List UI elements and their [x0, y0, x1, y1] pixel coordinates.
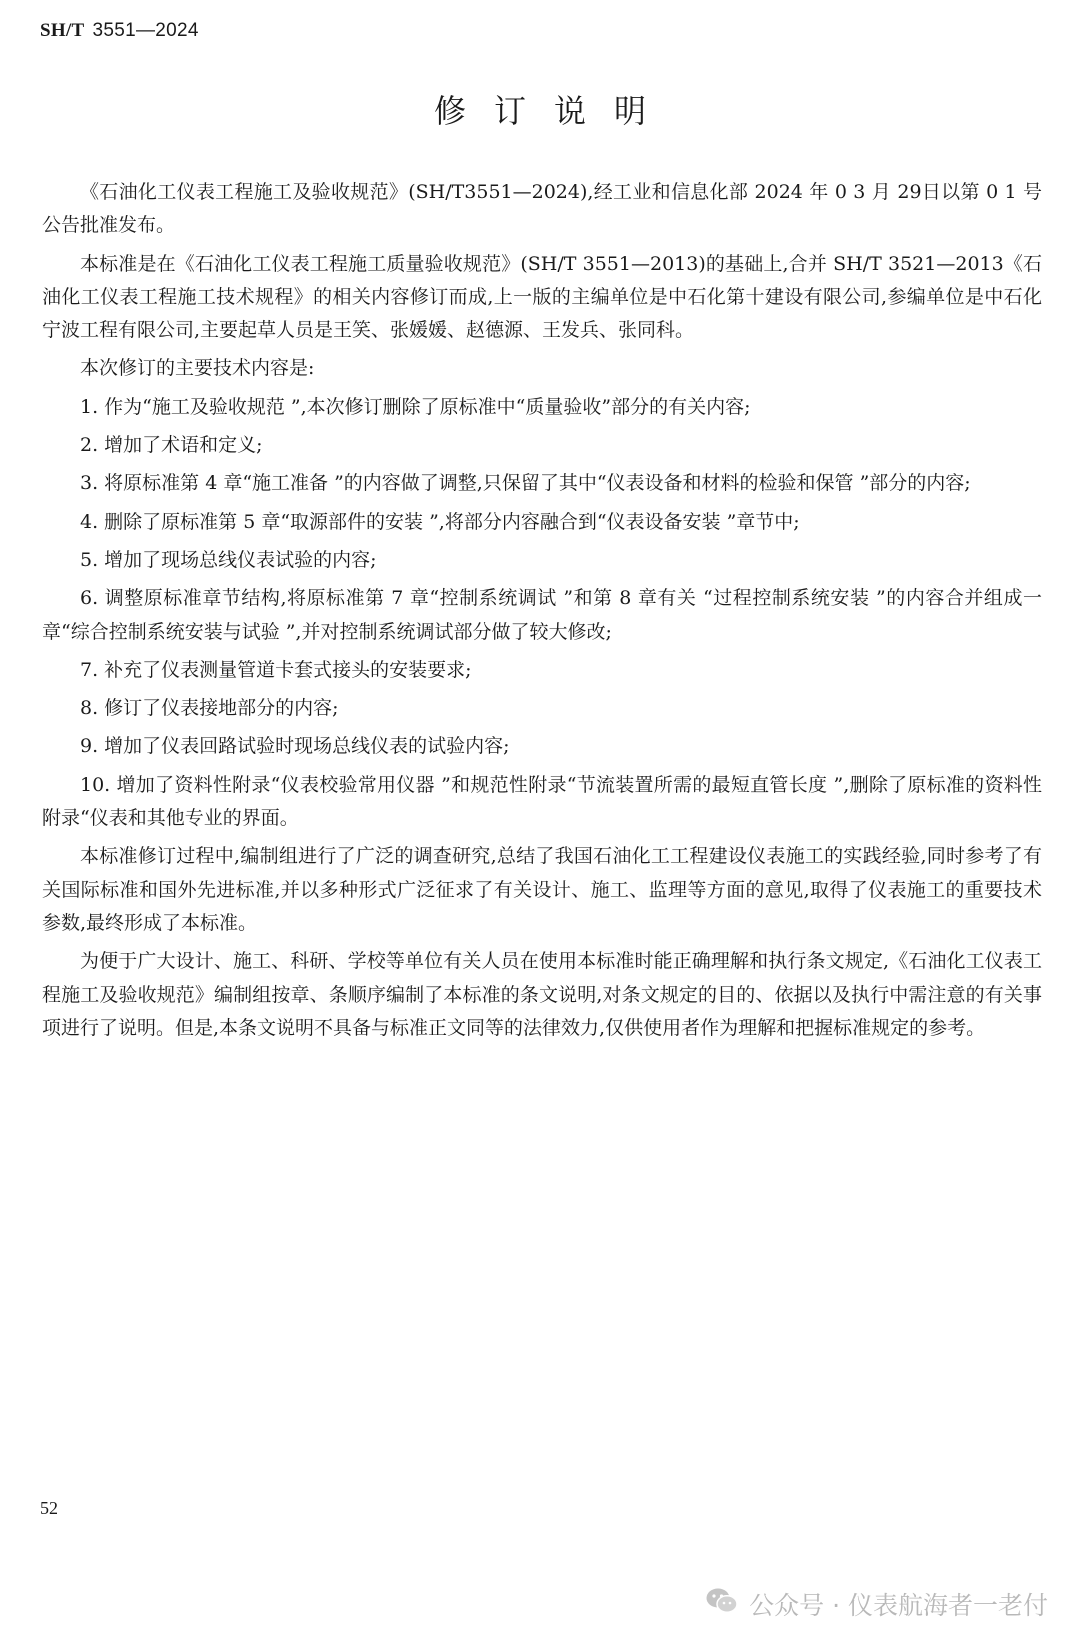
list-item: 2. 增加了术语和定义;	[80, 434, 263, 457]
standard-code: SH/T	[40, 20, 85, 41]
paragraph-intro: 《石油化工仪表工程施工及验收规范》(SH/T3551—2024),经工业和信息化部 2024 年 0 3 月 29日以第 0 1 号公告批准发布。	[42, 181, 1042, 237]
document-body	[42, 176, 1042, 1050]
list-item: 1. 作为“施工及验收规范 ”,本次修订删除了原标准中“质量验收”部分的有关内容;	[80, 395, 751, 418]
list-item: 4. 删除了原标准第 5 章“取源部件的安装 ”,将部分内容融合到“仪表设备安装 ”章节中;	[80, 510, 800, 533]
list-item: 8. 修订了仪表接地部分的内容;	[80, 697, 339, 720]
watermark	[705, 1586, 1048, 1622]
document-header	[40, 20, 199, 42]
wechat-icon	[705, 1586, 749, 1622]
page-number: 52	[40, 1498, 58, 1518]
list-item: 9. 增加了仪表回路试验时现场总线仪表的试验内容;	[80, 735, 510, 758]
list-item: 3. 将原标准第 4 章“施工准备 ”的内容做了调整,只保留了其中“仪表设备和材料的检验和保管 ”部分的内容;	[80, 472, 971, 495]
list-item: 7. 补充了仪表测量管道卡套式接头的安装要求;	[80, 658, 472, 681]
paragraph-background: 本标准是在《石油化工仪表工程施工质量验收规范》(SH/T 3551—2013)的基础上,合并 SH/T 3521—2013《石油化工仪表工程施工技术规程》的相关内容修订而成,上一版的主编单位是中石化第十建设有限公司,参编单位是中石化宁波工程有限公司,主要起草人员是王笑、张媛媛、赵德源、王发兵、张同科。	[42, 252, 1042, 342]
paragraph-revision-process: 本标准修订过程中,编制组进行了广泛的调查研究,总结了我国石油化工工程建设仪表施工的实践经验,同时参考了有关国际标准和国外先进标准,并以多种形式广泛征求了有关设计、施工、监理等方面的意见,取得了仪表施工的重要技术参数,最终形成了本标准。	[42, 845, 1042, 934]
list-item: 5. 增加了现场总线仪表试验的内容;	[80, 548, 377, 571]
watermark-text: 公众号 · 仪表航海者一老付	[749, 1591, 1048, 1620]
list-item: 6. 调整原标准章节结构,将原标准第 7 章“控制系统调试 ”和第 8 章有关 “过程控制系统安装 ”的内容合并组成一章“综合控制系统安装与试验 ”,并对控制系统调试部分做了较大修改;	[42, 587, 1042, 643]
paragraph-list-heading: 本次修订的主要技术内容是:	[80, 357, 315, 380]
page-title: 修订说明	[433, 92, 674, 130]
paragraph-explanation-note: 为便于广大设计、施工、科研、学校等单位有关人员在使用本标准时能正确理解和执行条文规定,《石油化工仪表工程施工及验收规范》编制组按章、条顺序编制了本标准的条文说明,对条文规定的目的、依据以及执行中需注意的有关事项进行了说明。但是,本条文说明不具备与标准正文同等的法律效力,仅供使用者作为理解和把握标准规定的参考。	[42, 950, 1042, 1039]
list-item: 10. 增加了资料性附录“仪表校验常用仪器 ”和规范性附录“节流装置所需的最短直管长度 ”,删除了原标准的资料性附录“仪表和其他专业的界面。	[42, 773, 1042, 830]
standard-number: 3551—2024	[92, 20, 199, 41]
